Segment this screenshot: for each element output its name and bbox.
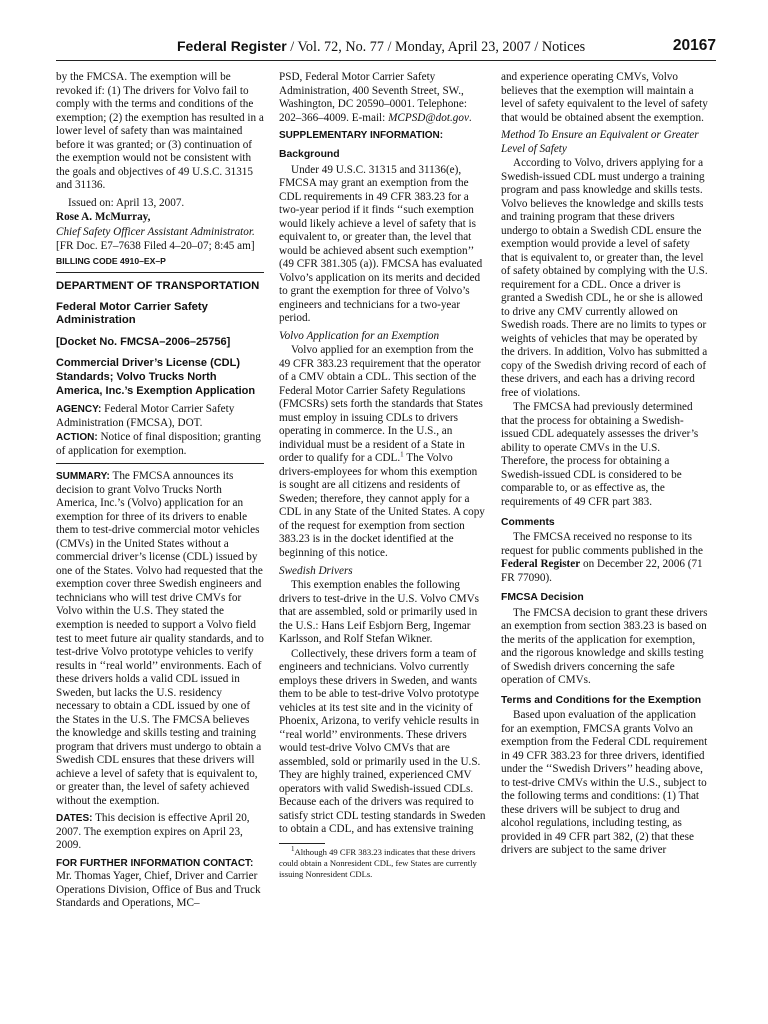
dates-label: DATES: xyxy=(56,813,93,825)
previous-notice-end: by the FMCSA. The exemption will be revoked if: (1) The drivers for Volvo fail to comply with the terms and conditions of the exemption; (2) the exemption has resulted in a lower level of safety than was maintained before it was granted; or (3) continuation of the exemption would not be consistent with the goals and objectives of 49 U.S.C. 31315 and 31136. xyxy=(56,71,264,192)
volvo-application-heading: Volvo Application for an Exemption xyxy=(279,329,440,342)
action-text: Notice of final disposition; granting of application for exemption. xyxy=(56,431,261,457)
department-heading: DEPARTMENT OF TRANSPORTATION xyxy=(56,279,260,292)
decision-heading: FMCSA Decision xyxy=(501,592,584,604)
issue-info: / Vol. 72, No. 77 / Monday, April 23, 2007 / Notices xyxy=(286,39,586,55)
comments-text-b: on December 22, 2006 (71 FR 77090). xyxy=(501,558,703,584)
header-left xyxy=(177,36,585,57)
contact-email-link[interactable]: MCPSD@dot.gov xyxy=(388,111,469,124)
volvo-application-paragraph xyxy=(279,344,487,560)
issued-date: Issued on: April 13, 2007. xyxy=(68,196,185,209)
column-3 xyxy=(501,71,709,951)
summary-text: The FMCSA announces its decision to grant Volvo Trucks North America, Inc.’s (Volvo) application for an exemption for three of its drivers to enable them to test-drive commercial motor vehicles (CMVs) in the United States without a commercial driver’s license (CDL) issued by one of the States. Volvo had requested that the exemption cover three Swedish engineers and technicians who will test drive CMVs for Volvo within the U.S. They stated the exemption is needed to support a Volvo field test to meet future air quality standards, and to test-drive Volvo prototype vehicles to verify results in ‘‘real world’’ environments. Each of these drivers holds a valid CDL issued in Sweden, but lacks the U.S. residency necessary to obtain a CDL issued by one of the States in the U.S. The FMCSA believes the knowledge and skills testing and training program that drivers must undergo to obtain a Swedish CDL ensures that these drivers will achieve a level of safety that is equivalent to, or greater than, the level of safety achieved without the exemption. xyxy=(56,470,264,807)
header-rule xyxy=(56,60,716,61)
footnote-rule xyxy=(279,843,325,844)
fr-doc-line: [FR Doc. E7–7638 Filed 4–20–07; 8:45 am] xyxy=(56,240,255,253)
contact-paragraph xyxy=(56,857,264,911)
section-divider xyxy=(56,272,264,273)
running-header xyxy=(56,36,716,58)
comments-text-a: The FMCSA received no response to its request for public comments published in the xyxy=(501,531,703,557)
summary-label: SUMMARY: xyxy=(56,471,110,483)
summary-divider xyxy=(56,463,264,464)
supplementary-label: SUPPLEMENTARY INFORMATION: xyxy=(279,130,444,142)
footnote xyxy=(279,844,487,880)
signer-name xyxy=(56,211,264,225)
notice-title: Commercial Driver’s License (CDL) Standards; Volvo Trucks North America, Inc.’s Exemption Application xyxy=(56,357,256,397)
terms-heading: Terms and Conditions for the Exemption xyxy=(501,694,702,706)
contact-email-end: . xyxy=(468,111,472,124)
comments-paragraph xyxy=(501,531,709,585)
column-1 xyxy=(56,71,264,961)
agency-label: AGENCY: xyxy=(56,404,102,416)
method-paragraph-1: According to Volvo, drivers applying for a Swedish-issued CDL must undergo a training program and pass knowledge and skills tests. Volvo believes the knowledge and skills tests and training program that these drivers undergo to obtain a Swedish CDL ensure the exemption would provide a level of safety that is equivalent to, or greater than, the level of safety obtained by complying with the U.S. requirement for a CDL. Once a driver is granted a Swedish CDL, he or she is allowed to drive any CMV currently allowed on Swedish roads. There are no limits to types or weights of vehicles that may be operated by the drivers. In addition, Volvo has submitted a copy of the Swedish driving record of each of these drivers, and each has a driving record free of violations. xyxy=(501,157,708,399)
summary-paragraph xyxy=(56,470,264,808)
agency-paragraph xyxy=(56,403,264,430)
comments-heading: Comments xyxy=(501,516,555,528)
contact-continued-text: PSD, Federal Motor Carrier Safety Administration, 400 Seventh Street, SW., Washington, DC 20590–0001. Telephone: 202–366–4009. E-mail: xyxy=(279,71,467,124)
terms-paragraph: Based upon evaluation of the application for an exemption, FMCSA grants Volvo an exemption from the Federal CDL requirement in 49 CFR 383.23 for three drivers, identified under the ‘‘Swedish Drivers’’ heading above, to test-drive CMVs within the U.S., subject to the following terms and conditions: (1) That these drivers will be subject to drug and alcohol regulations, including testing, as provided in 49 CFR part 382, (2) that these drivers are subject to the same driver xyxy=(501,709,708,857)
volvo-application-text-a: Volvo applied for an exemption from the 49 CFR 383.23 requirement that the operator of a CMV obtain a CDL. This section of the Federal Motor Carrier Safety Regulations (FMCSRs) sets forth the standards that States must employ in issuing CDLs to drivers operating in commerce. In the U.S., an individual must be a resident of a State in order to qualify for a CDL. xyxy=(279,344,483,465)
dates-paragraph xyxy=(56,812,264,853)
dates-text: This decision is effective April 20, 2007. The exemption expires on April 23, 2009. xyxy=(56,812,250,852)
journal-name: Federal Register xyxy=(177,38,287,54)
method-heading: Method To Ensure an Equivalent or Greater Level of Safety xyxy=(501,129,699,155)
swedish-drivers-heading: Swedish Drivers xyxy=(279,564,353,577)
swedish-drivers-paragraph-2: Collectively, these drivers form a team of engineers and technicians. Volvo currently employs these drivers in Sweden, and wants them to be able to test-drive Volvo prototype vehicles at its test site and in the vicinity of Phoenix, Arizona, to verify vehicle results in ‘‘real world’’ environments. These drivers would test-drive Volvo CMVs that are assembled, sold or primarily used in the U.S. They are highly trained, experienced CMV operators with valid Swedish-issued CDLs. Because each of the drivers was required to satisfy strict CDL testing standards in Sweden to obtain a CDL, and has extensive training xyxy=(279,647,486,836)
agency-heading: Federal Motor Carrier Safety Administration xyxy=(56,300,208,327)
action-label: ACTION: xyxy=(56,432,98,444)
background-paragraph: Under 49 U.S.C. 31315 and 31136(e), FMCSA may grant an exemption from the CDL requirements in 49 CFR 383.23 for a two-year period if it finds ‘‘such exemption would likely achieve a level of safety that is equivalent to, or greater than, the level that would be achieved absent such exemption’’ (49 CFR 381.305 (a)). FMCSA has evaluated Volvo’s application on its merits and decided to grant the exemption for three of Volvo’s engineers and technicians for a two-year period. xyxy=(279,163,483,325)
footnote-number: 1 xyxy=(291,844,295,853)
footnote-reference: 1 xyxy=(400,450,404,459)
volvo-application-text-b: The Volvo drivers-employees for whom this exemption is sought are all citizens and residents of Sweden; therefore, they cannot apply for a CDL in any State of the United States. A copy of the request for exemption from section 383.23 is in the docket identified at the beginning of this notice. xyxy=(279,452,485,559)
action-paragraph xyxy=(56,431,264,458)
contact-text: Mr. Thomas Yager, Chief, Driver and Carrier Operations Division, Office of Bus and Truck Standards and Operations, MC– xyxy=(56,870,261,910)
signer-title xyxy=(56,226,264,240)
contact-label: FOR FURTHER INFORMATION CONTACT: xyxy=(56,857,254,869)
method-paragraph-2: The FMCSA had previously determined that the process for obtaining a Swedish-issued CDL adequately assesses the driver’s ability to operate CMVs in the U.S. Therefore, the process for obtaining a Swedish-issued CDL is considered to be comparable to, or as effective as, the requirements of 49 CFR part 383. xyxy=(501,401,699,508)
agency-text: Federal Motor Carrier Safety Administration (FMCSA), DOT. xyxy=(56,403,235,429)
signer-title-text: Chief Safety Officer Assistant Administrator. xyxy=(56,225,255,238)
billing-code: BILLING CODE 4910–EX–P xyxy=(56,255,166,266)
column-2 xyxy=(279,71,487,942)
contact-continued xyxy=(279,71,487,125)
decision-paragraph: The FMCSA decision to grant these drivers an exemption from section 383.23 is based on the merits of the application for exemption, and the rigorous knowledge and skills testing of Swedish drivers concerning the safe operation of CMVs. xyxy=(501,606,708,687)
docket-number: [Docket No. FMCSA–2006–25756] xyxy=(56,335,231,348)
continued-paragraph: and experience operating CMVs, Volvo believes that the exemption will maintain a level of safety equivalent to the level of safety that would be obtained absent the exemption. xyxy=(501,71,708,124)
page-number: 20167 xyxy=(672,37,716,54)
footnote-text: Although 49 CFR 383.23 indicates that these drivers could obtain a Nonresident CDL, few States are currently issuing Nonresident CDLs. xyxy=(279,846,477,879)
background-heading: Background xyxy=(279,149,340,161)
comments-federal-register: Federal Register xyxy=(501,558,581,571)
swedish-drivers-paragraph-1: This exemption enables the following drivers to test-drive in the U.S. Volvo CMVs that are assembled, sold or primarily used in the U.S.: Hans Leif Esbjorn Berg, Ingemar Karlsson, and Rolf Stefan Wikner. xyxy=(279,579,480,646)
signer-name-text: Rose A. McMurray, xyxy=(56,211,151,224)
